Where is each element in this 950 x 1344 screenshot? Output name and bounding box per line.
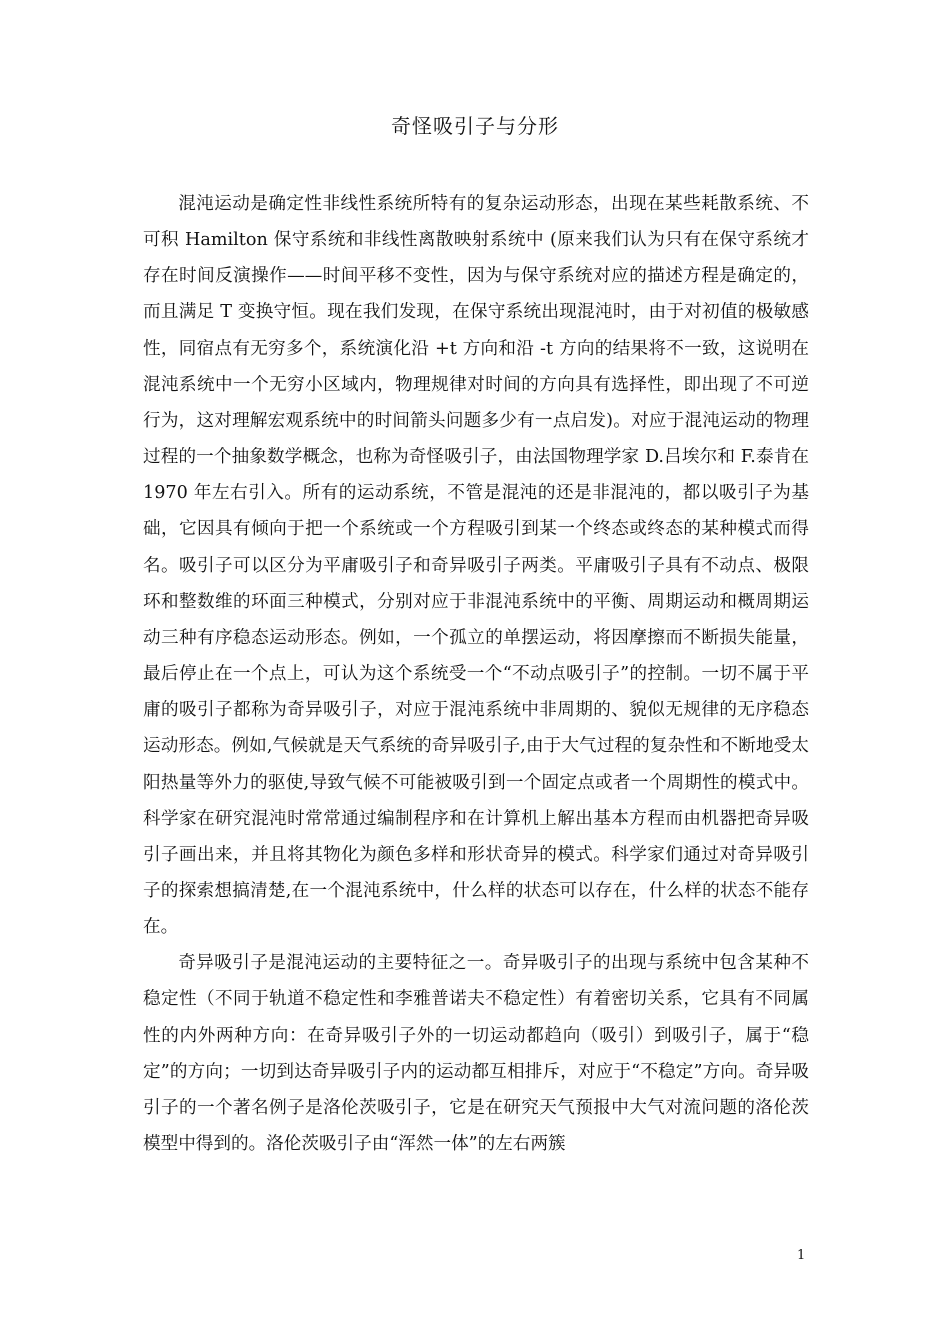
page-title: 奇怪吸引子与分形 (391, 114, 559, 138)
body-text (143, 186, 809, 1162)
page-number: 1 (797, 1248, 806, 1263)
paragraph-2: 奇异吸引子是混沌运动的主要特征之一。奇异吸引子的出现与系统中包含某种不稳定性（不同于轨道不稳定性和李雅普诺夫不稳定性）有着密切关系，它具有不同属性的内外两种方向：在奇异吸引子外的一切运动都趋向（吸引）到吸引子，属于“稳定”的方向；一切到达奇异吸引子内的运动都互相排斥，对应于“不稳定”方向。奇异吸引子的一个著名例子是洛伦茨吸引子，它是在研究天气预报中大气对流问题的洛伦茨模型中得到的。洛伦茨吸引子由“浑然一体”的左右两簇 (143, 953, 809, 1155)
paragraph-1: 混沌运动是确定性非线性系统所特有的复杂运动形态，出现在某些耗散系统、不可积 Hamilton 保守系统和非线性离散映射系统中 (原来我们认为只有在保守系统才存在时间反演操作——时间平移不变性，因为与保守系统对应的描述方程是确定的，而且满足 T 变换守恒。现在我们发现，在保守系统出现混沌时，由于对初值的极敏感性，同宿点有无穷多个，系统演化沿 +t 方向和沿 -t 方向的结果将不一致，这说明在混沌系统中一个无穷小区域内，物理规律对时间的方向具有选择性，即出现了不可逆行为，这对理解宏观系统中的时间箭头问题多少有一点启发)。对应于混沌运动的物理过程的一个抽象数学概念，也称为奇怪吸引子，由法国物理学家 D.吕埃尔和 F.泰肯在 1970 年左右引入。所有的运动系统，不管是混沌的还是非混沌的，都以吸引子为基础，它因具有倾向于把一个系统或一个方程吸引到某一个终态或终态的某种模式而得名。吸引子可以区分为平庸吸引子和奇异吸引子两类。平庸吸引子具有不动点、极限环和整数维的环面三种模式，分别对应于非混沌系统中的平衡、周期运动和概周期运动三种有序稳态运动形态。例如，一个孤立的单摆运动，将因摩擦而不断损失能量，最后停止在一个点上，可认为这个系统受一个“不动点吸引子”的控制。一切不属于平庸的吸引子都称为奇异吸引子，对应于混沌系统中非周期的、貌似无规律的无序稳态运动形态。例如,气候就是天气系统的奇异吸引子,由于大气过程的复杂性和不断地受太阳热量等外力的驱使,导致气候不可能被吸引到一个固定点或者一个周期性的模式中。科学家在研究混沌时常常通过编制程序和在计算机上解出基本方程而由机器把奇异吸引子画出来，并且将其物化为颜色多样和形状奇异的模式。科学家们通过对奇异吸引子的探索想搞清楚,在一个混沌系统中，什么样的状态可以存在，什么样的状态不能存在。 (143, 194, 809, 938)
